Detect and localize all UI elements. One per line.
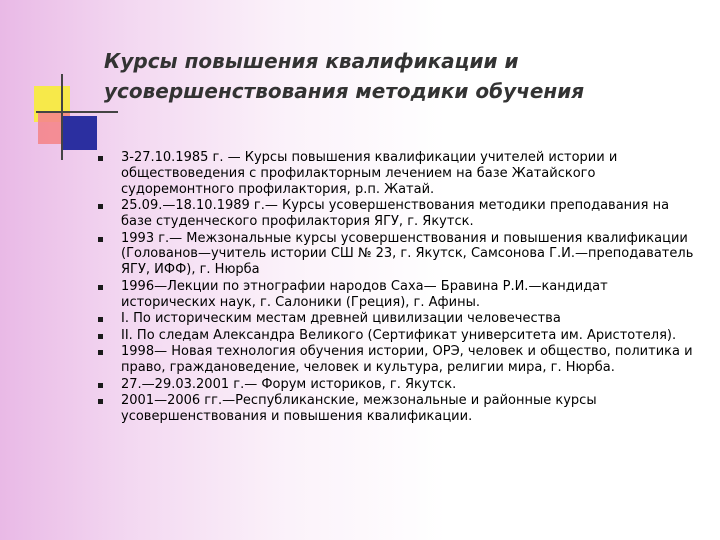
list-item-text: 2001—2006 гг.—Республиканские, межзональные и районные курсы усовершенствования и повышения квалификации. xyxy=(121,393,597,425)
slide-title: Курсы повышения квалификации и усовершенствования методики обучения xyxy=(104,49,585,103)
list-item-text: II. По следам Александра Великого (Сертификат университета им. Аристотеля). xyxy=(121,327,677,343)
square-bullet-icon xyxy=(98,285,103,290)
list-item-text: 1993 г.— Межзональные курсы усовершенствования и повышения квалификации (Голованов—учитель истории СШ № 23, г. Якутск, Самсонова Г.И.—преподаватель ЯГУ, ИФФ), г. Нюрба xyxy=(121,230,694,278)
list-item-text: I. По историческим местам древней цивилизации человечества xyxy=(121,311,561,327)
list-item xyxy=(96,198,696,230)
list-item xyxy=(96,311,696,327)
square-bullet-icon xyxy=(98,204,103,209)
decorative-vertical-line xyxy=(61,74,63,160)
square-bullet-icon xyxy=(98,317,103,322)
bullet-list xyxy=(96,150,696,426)
list-item xyxy=(96,231,696,278)
square-bullet-icon xyxy=(98,399,103,404)
list-item-text: 3-27.10.1985 г. — Курсы повышения квалификации учителей истории и обществоведения с профилакторным лечением на базе Жатайского судоремонтного профилактория, р.п. Жатай. xyxy=(121,150,618,197)
list-item xyxy=(96,377,696,393)
list-item xyxy=(96,393,696,425)
square-bullet-icon xyxy=(98,350,103,355)
list-item-text: 1998— Новая технология обучения истории, ОРЭ, человек и общество, политика и право, граждановедение, человек и культура, религии мира, г. Нюрба. xyxy=(121,344,693,376)
list-item-text: 25.09.—18.10.1989 г.— Курсы усовершенствования методики преподавания на базе студенческого профилактория ЯГУ, г. Якутск. xyxy=(121,198,670,229)
square-bullet-icon xyxy=(98,383,103,388)
list-item-text: 27.—29.03.2001 г.— Форум историков, г. Якутск. xyxy=(121,376,457,392)
list-item xyxy=(96,328,696,344)
square-bullet-icon xyxy=(98,334,103,339)
square-bullet-icon xyxy=(98,237,103,242)
decorative-horizontal-line xyxy=(36,111,118,113)
square-bullet-icon xyxy=(98,156,103,161)
list-item xyxy=(96,150,696,197)
list-item xyxy=(96,344,696,376)
list-item xyxy=(96,279,696,311)
decorative-blue-square xyxy=(63,116,97,150)
list-item-text: 1996—Лекции по этнографии народов Саха— Бравина Р.И.—кандидат исторических наук, г. Салоники (Греция), г. Афины. xyxy=(121,278,608,310)
